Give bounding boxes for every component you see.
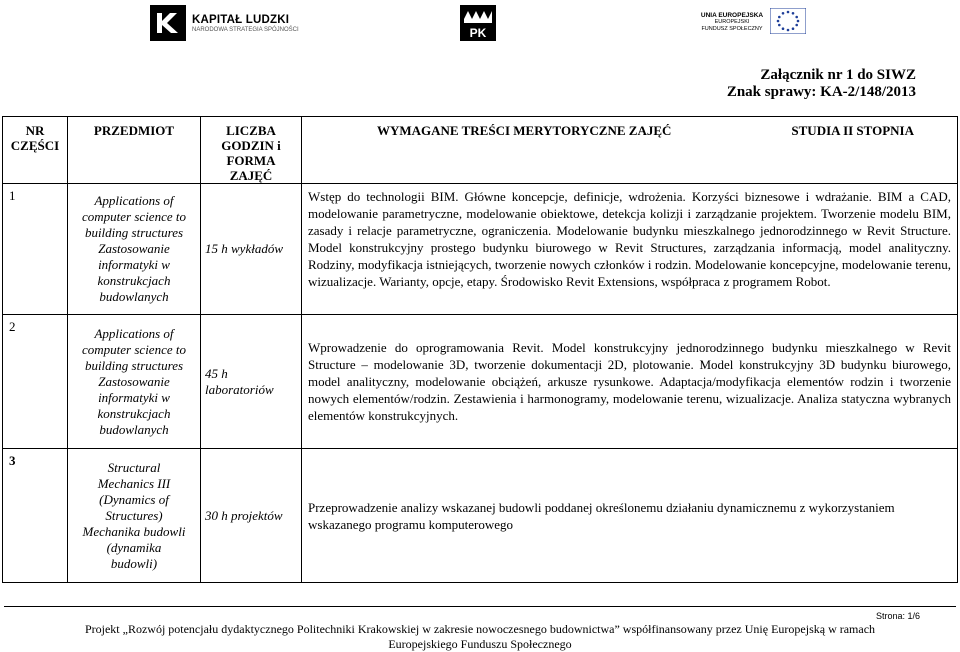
row-description: Wprowadzenie do oprogramowania Revit. Model konstrukcyjny jednorodzinnego budynku mieszkalnego w Revit Structure – modelowanie 3D, tworzenie dokumentacji 2D, plotowanie. Model konstrukcyjny 3D budynku biurowego, model analityczny, modelowanie obciążeń, arkusze rysunkowe. Adaptacja/modyfikacja elementów rodzin i tworzenie nowych elementów/rodzin. Zestawienia i harmonogramy, modelowanie terenu, wizualizacje. Analiza statyczna wybranych elementów konstrukcyjnych. xyxy=(302,315,958,449)
row-hours: 30 h projektów xyxy=(201,449,302,583)
logo-right-line3: FUNDUSZ SPOŁECZNY xyxy=(701,26,763,32)
pk-logo-text: PK xyxy=(469,26,487,40)
table-row xyxy=(3,184,958,315)
header-studies: STUDIA II STOPNIA xyxy=(791,123,914,138)
row-description: Przeprowadzenie analizy wskazanej budowli poddanej określonemu działaniu dynamicznemu z wykorzystaniem wskazanego programu komputerowego xyxy=(302,449,958,583)
eu-logo xyxy=(700,0,810,46)
table-row xyxy=(3,449,958,583)
header-requirements-cell xyxy=(302,117,958,184)
pk-crest-icon xyxy=(458,3,498,43)
row-nr: 1 xyxy=(3,184,68,315)
footer xyxy=(0,622,960,652)
logo-right-line2: EUROPEJSKI xyxy=(714,19,750,25)
row-hours: 45 h laboratoriów xyxy=(201,315,302,449)
row-subject: Applications of computer science to building structures Zastosowanie informatyki w konstrukcjach budowlanych xyxy=(68,184,201,315)
politechnika-krakowska-logo xyxy=(458,0,500,46)
row-subject: Structural Mechanics III (Dynamics of Structures) Mechanika budowli (dynamika budowli) xyxy=(68,449,201,583)
row-subject: Applications of computer science to building structures Zastosowanie informatyki w konstrukcjach budowlanych xyxy=(68,315,201,449)
page-number: Strona: 1/6 xyxy=(875,611,920,621)
row-description: Wstęp do technologii BIM. Główne koncepcje, definicje, wdrożenia. Korzyści biznesowe i wdrażanie. BIM a CAD, modelowanie parametryczne, modelowanie obiektowe, detekcja kolizji i zarządzanie projektem. Tworzenie modelu BIM, zasady i relacje parametryczne, ograniczenia. Modelowanie budynku mieszkalnego jednorodzinnego w Revit Structure. Model konstrukcyjny prostego budynku biurowego w Revit Structures, zarządzania informacją, model analityczny. Rodziny, modyfikacja istniejących, tworzenie nowych członków i rodzin. Modelowanie koncepcyjne, modelowanie terenu, wizualizacje. Warianty, opcje, etapy. Środowisko Revit Extensions, współpraca z programem Robot. xyxy=(302,184,958,315)
table-row xyxy=(3,315,958,449)
header-requirements: WYMAGANE TREŚCI MERYTORYCZNE ZAJĘĆ xyxy=(377,123,672,138)
logo-left-subtitle: NARODOWA STRATEGIA SPÓJNOŚCI xyxy=(192,27,299,33)
footer-divider xyxy=(4,606,956,607)
header-hours: LICZBA GODZIN i FORMA ZAJĘĆ xyxy=(201,117,302,184)
annex-header xyxy=(727,67,916,101)
table-header-row xyxy=(3,117,958,184)
footer-line2: Europejskiego Funduszu Społecznego xyxy=(388,637,572,651)
header-subject: PRZEDMIOT xyxy=(68,117,201,184)
logo-left-title: KAPITAŁ LUDZKI xyxy=(192,14,290,26)
row-nr: 2 xyxy=(3,315,68,449)
row-nr: 3 xyxy=(3,449,68,583)
row-hours: 15 h wykładów xyxy=(201,184,302,315)
logo-right-line1: UNIA EUROPEJSKA xyxy=(700,12,764,19)
kapital-ludzki-logo xyxy=(148,0,298,46)
annex-line2: Znak sprawy: KA-2/148/2013 xyxy=(726,84,916,100)
eu-flag-icon xyxy=(770,8,806,34)
header-nr: NR CZĘŚCI xyxy=(3,117,68,184)
annex-line1: Załącznik nr 1 do SIWZ xyxy=(760,67,916,83)
footer-line1: Projekt „Rozwój potencjału dydaktycznego Politechniki Krakowskiej w zakresie nowoczesnego budownictwa” współfinansowany przez Unię Europejską w ramach xyxy=(84,622,876,636)
requirements-table xyxy=(2,116,958,583)
kapital-ludzki-icon xyxy=(148,3,188,43)
